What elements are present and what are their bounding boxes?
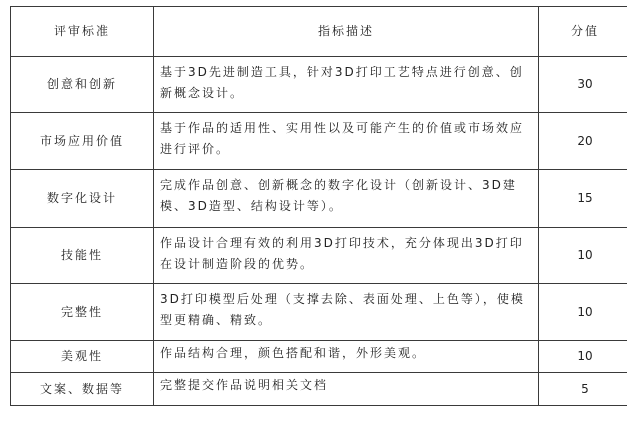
table-row	[11, 373, 627, 406]
table-row	[11, 284, 627, 341]
table-row	[11, 341, 627, 373]
header-description: 指标描述	[154, 7, 539, 57]
score-cell: 10	[539, 341, 627, 373]
criteria-cell: 文案、数据等	[11, 373, 154, 406]
criteria-cell: 技能性	[11, 228, 154, 284]
description-text: 基于作品的适用性、实用性以及可能产生的价值或市场效应进行评价。	[160, 121, 525, 156]
table-header-row	[11, 7, 627, 57]
score-cell: 30	[539, 57, 627, 113]
table-row	[11, 228, 627, 284]
table-row	[11, 170, 627, 228]
table-row	[11, 57, 627, 113]
score-cell: 15	[539, 170, 627, 228]
criteria-cell: 市场应用价值	[11, 113, 154, 170]
criteria-cell: 数字化设计	[11, 170, 154, 228]
header-criteria: 评审标准	[11, 7, 154, 57]
description-cell	[154, 57, 539, 113]
description-cell	[154, 170, 539, 228]
description-text: 作品设计合理有效的利用3D打印技术，充分体现出3D打印在设计制造阶段的优势。	[160, 236, 524, 271]
description-cell	[154, 228, 539, 284]
criteria-cell: 创意和创新	[11, 57, 154, 113]
description-cell	[154, 341, 539, 373]
description-text: 3D打印模型后处理（支撑去除、表面处理、上色等），使模型更精确、精致。	[160, 292, 525, 327]
description-text: 完整提交作品说明相关文档	[160, 378, 329, 392]
description-text: 作品结构合理，颜色搭配和谐，外形美观。	[160, 346, 427, 360]
header-score: 分值	[539, 7, 627, 57]
scoring-criteria-table	[10, 6, 627, 406]
description-cell	[154, 113, 539, 170]
table-row	[11, 113, 627, 170]
criteria-cell: 美观性	[11, 341, 154, 373]
criteria-cell: 完整性	[11, 284, 154, 341]
description-cell	[154, 284, 539, 341]
score-cell: 10	[539, 228, 627, 284]
score-cell: 5	[539, 373, 627, 406]
description-text: 基于3D先进制造工具，针对3D打印工艺特点进行创意、创新概念设计。	[160, 65, 524, 100]
description-cell	[154, 373, 539, 406]
score-cell: 20	[539, 113, 627, 170]
score-cell: 10	[539, 284, 627, 341]
description-text: 完成作品创意、创新概念的数字化设计（创新设计、3D建模、3D造型、结构设计等）。	[160, 178, 517, 213]
